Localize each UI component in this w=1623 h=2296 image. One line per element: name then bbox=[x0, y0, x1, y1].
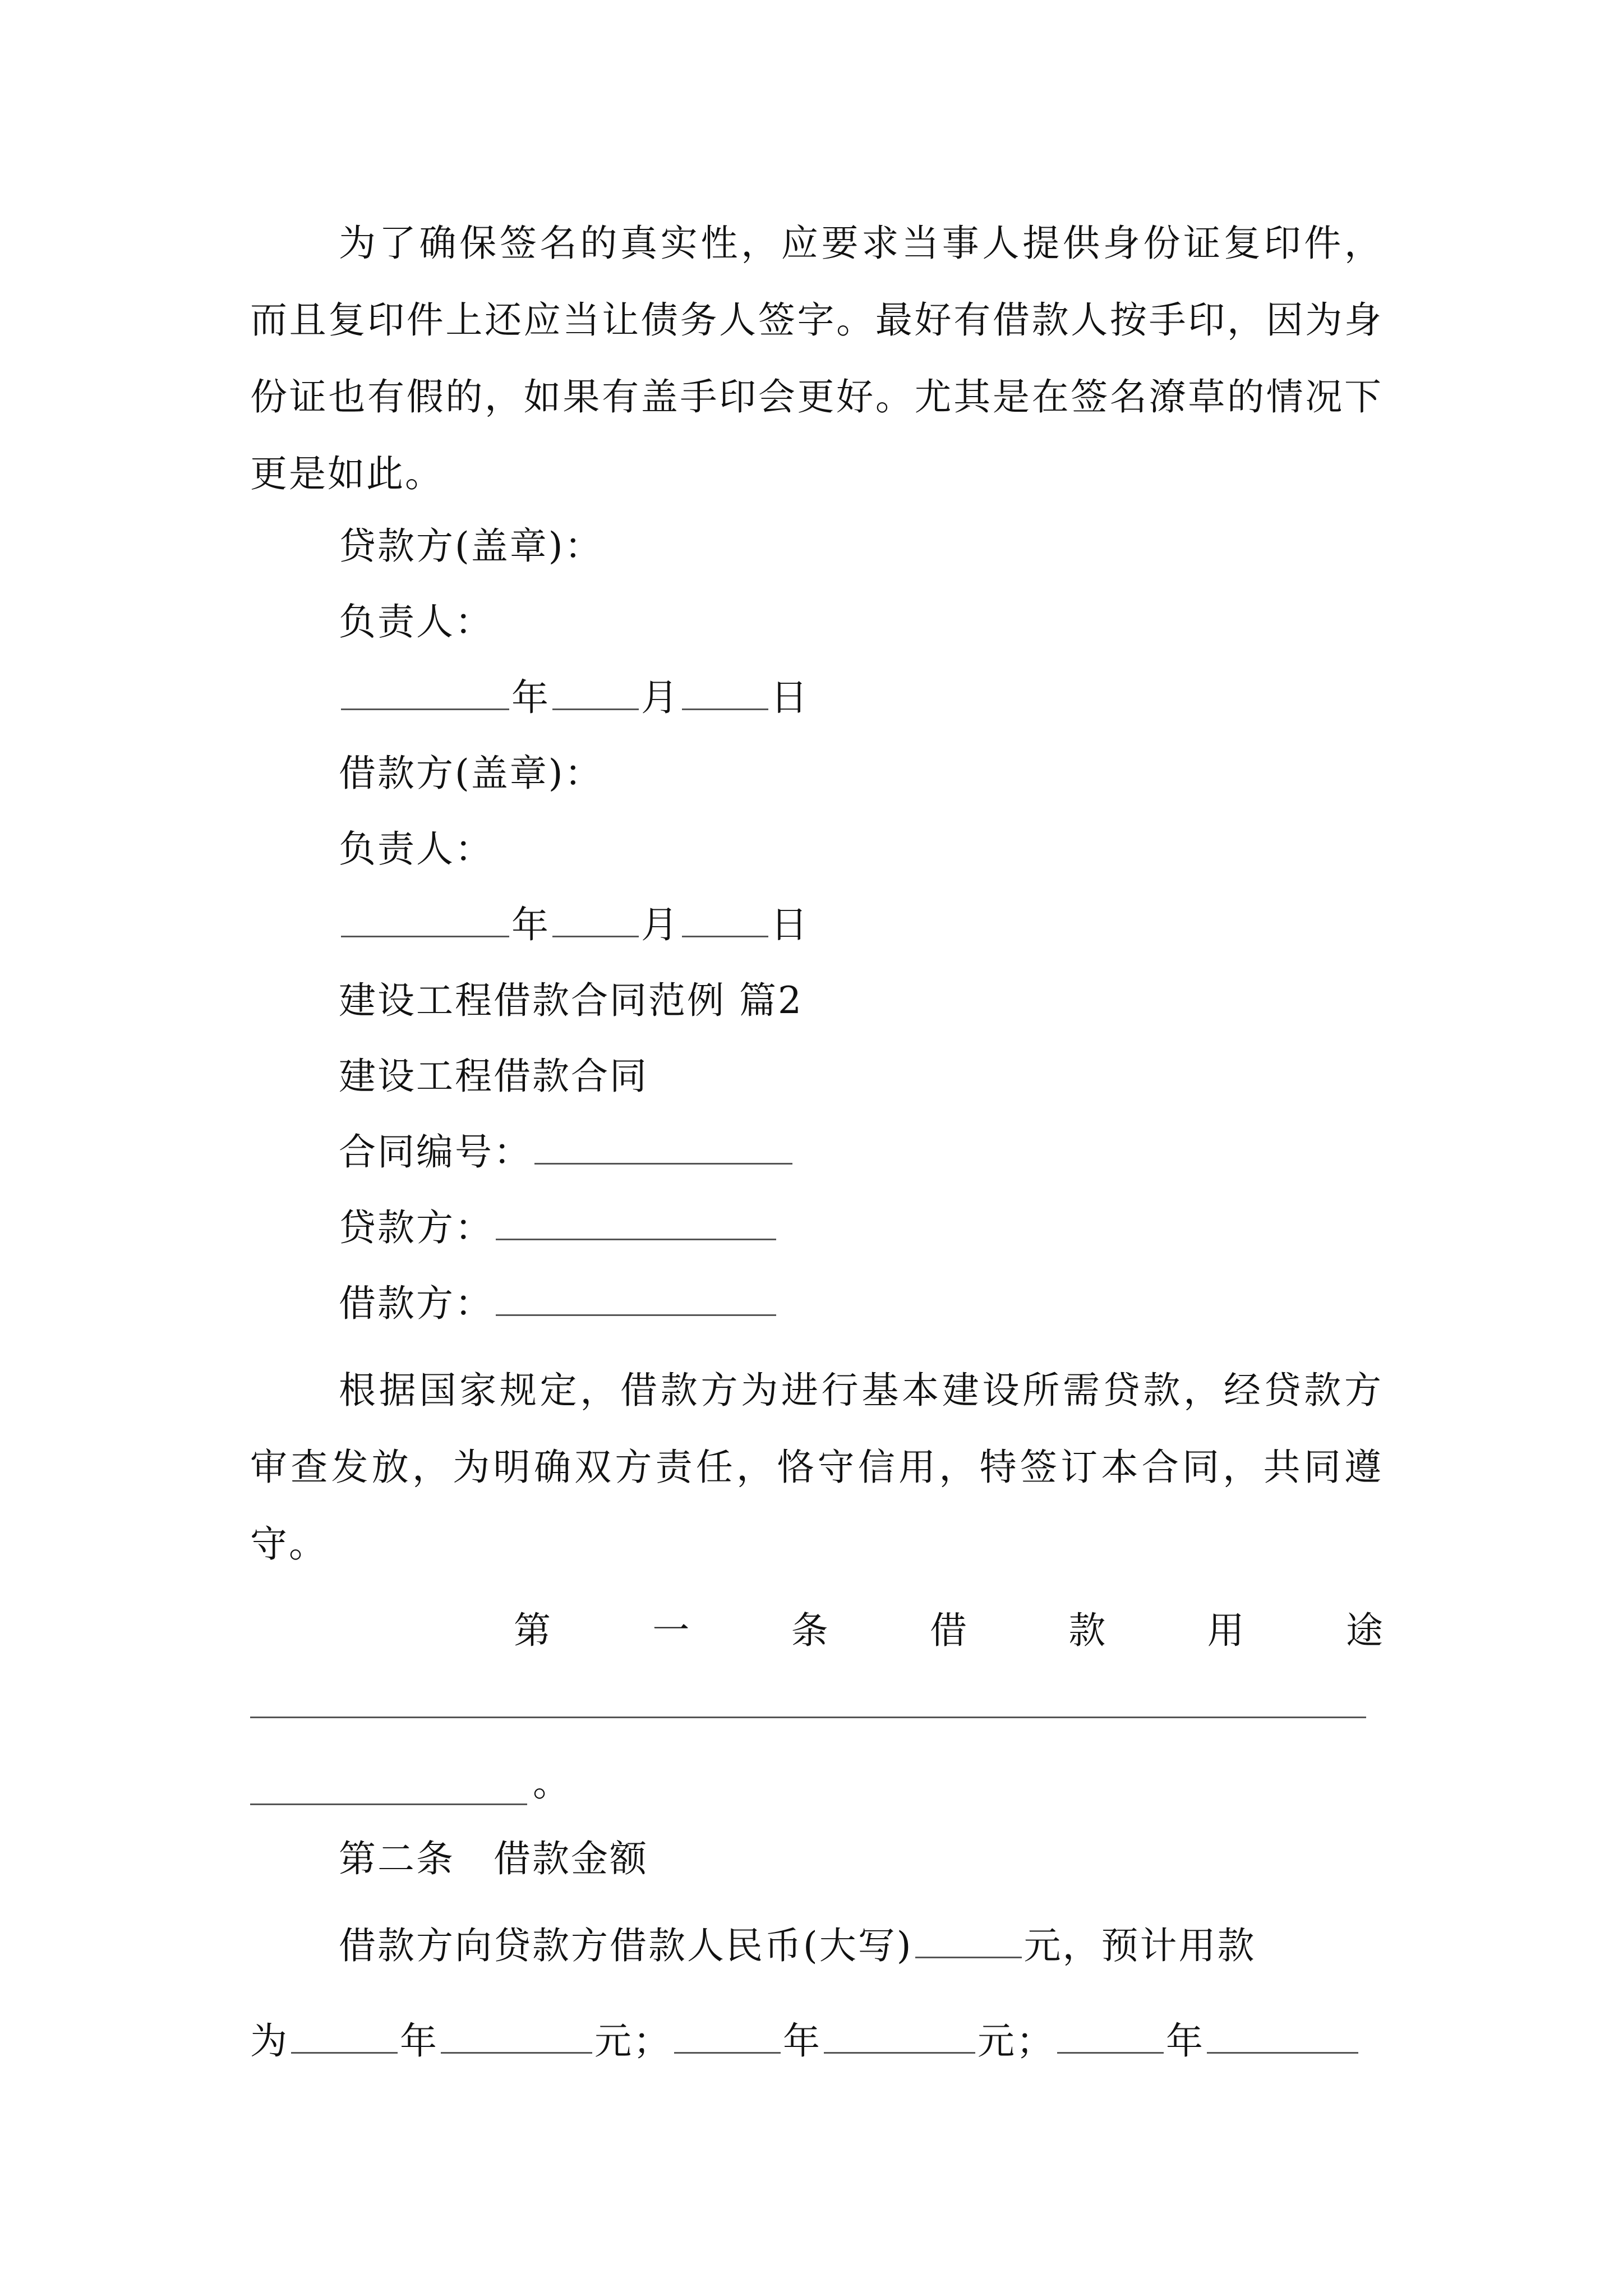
year-blank bbox=[291, 2018, 398, 2054]
article-1-char: 第 bbox=[514, 1609, 551, 1652]
lender-line bbox=[339, 1189, 778, 1266]
contract-title: 建设工程借款合同 bbox=[339, 1055, 648, 1098]
month-blank bbox=[552, 902, 639, 937]
article-1-char: 一 bbox=[652, 1609, 690, 1652]
article-2-line-1 bbox=[339, 1907, 1256, 1984]
article-2-text-a: 借款方向贷款方借款人民币(大写) bbox=[339, 1924, 913, 1967]
contract-number-line bbox=[339, 1114, 795, 1190]
article-1-fill-line-short bbox=[250, 1770, 527, 1805]
lender-date-line bbox=[339, 659, 809, 736]
month-label: 月 bbox=[641, 903, 680, 946]
article-1-char: 条 bbox=[791, 1609, 828, 1652]
yuan-blank bbox=[1207, 2018, 1358, 2054]
article-2-heading: 第二条 借款金额 bbox=[339, 1837, 648, 1880]
day-label: 日 bbox=[771, 903, 809, 946]
article-1-heading bbox=[514, 1592, 1383, 1669]
line-2-start: 为 bbox=[250, 2019, 289, 2063]
year-blank bbox=[674, 2018, 781, 2054]
borrower-label: 借款方： bbox=[339, 1282, 494, 1325]
contract-number-blank bbox=[534, 1129, 792, 1165]
borrower-date-line bbox=[339, 886, 809, 963]
year-blank bbox=[1057, 2018, 1164, 2054]
contract-number-label: 合同编号： bbox=[339, 1130, 532, 1174]
article-1-char: 款 bbox=[1068, 1609, 1106, 1652]
year-label: 年 bbox=[400, 2019, 439, 2063]
year-blank bbox=[341, 675, 509, 710]
borrower-blank bbox=[496, 1281, 776, 1316]
section-heading: 建设工程借款合同范例 篇2 bbox=[339, 979, 803, 1022]
lender-blank bbox=[496, 1205, 776, 1240]
amount-blank bbox=[915, 1923, 1022, 1958]
lender-seal-label: 贷款方(盖章)： bbox=[339, 524, 603, 568]
year-label: 年 bbox=[511, 676, 550, 719]
day-blank bbox=[682, 902, 768, 937]
day-blank bbox=[682, 675, 768, 710]
article-1-char: 借 bbox=[929, 1609, 967, 1652]
lender-label: 贷款方： bbox=[339, 1206, 494, 1249]
yuan-sep: 元； bbox=[978, 2019, 1055, 2063]
yuan-blank bbox=[824, 2018, 975, 2054]
month-blank bbox=[552, 675, 639, 710]
lender-responsible-label: 负责人： bbox=[339, 600, 494, 643]
article-1-period: 。 bbox=[533, 1761, 570, 1805]
borrower-line bbox=[339, 1265, 778, 1342]
year-label: 年 bbox=[783, 2019, 822, 2063]
day-label: 日 bbox=[771, 676, 809, 719]
month-label: 月 bbox=[641, 676, 680, 719]
article-1-char: 途 bbox=[1345, 1609, 1383, 1652]
yuan-blank bbox=[441, 2018, 592, 2054]
borrower-responsible-label: 负责人： bbox=[339, 827, 494, 871]
article-1-fill-line bbox=[250, 1717, 1366, 1718]
article-2-line-2 bbox=[250, 2003, 1383, 2079]
intro-paragraph: 为了确保签名的真实性，应要求当事人提供身份证复印件，而且复印件上还应当让债务人签字。最好有借款人按手印，因为身份证也有假的，如果有盖手印会更好。尤其是在签名潦草的情况下更是如此。 bbox=[250, 222, 1383, 495]
article-2-text-b: 元，预计用款 bbox=[1023, 1924, 1256, 1967]
article-1-char: 用 bbox=[1207, 1609, 1244, 1652]
year-label: 年 bbox=[1166, 2019, 1205, 2063]
year-label: 年 bbox=[511, 903, 550, 946]
year-blank bbox=[341, 902, 509, 937]
preamble-paragraph: 根据国家规定，借款方为进行基本建设所需贷款，经贷款方审查发放，为明确双方责任，恪守信用，特签订本合同，共同遵守。 bbox=[250, 1369, 1383, 1566]
borrower-seal-label: 借款方(盖章)： bbox=[339, 752, 603, 795]
yuan-sep: 元； bbox=[594, 2019, 672, 2063]
